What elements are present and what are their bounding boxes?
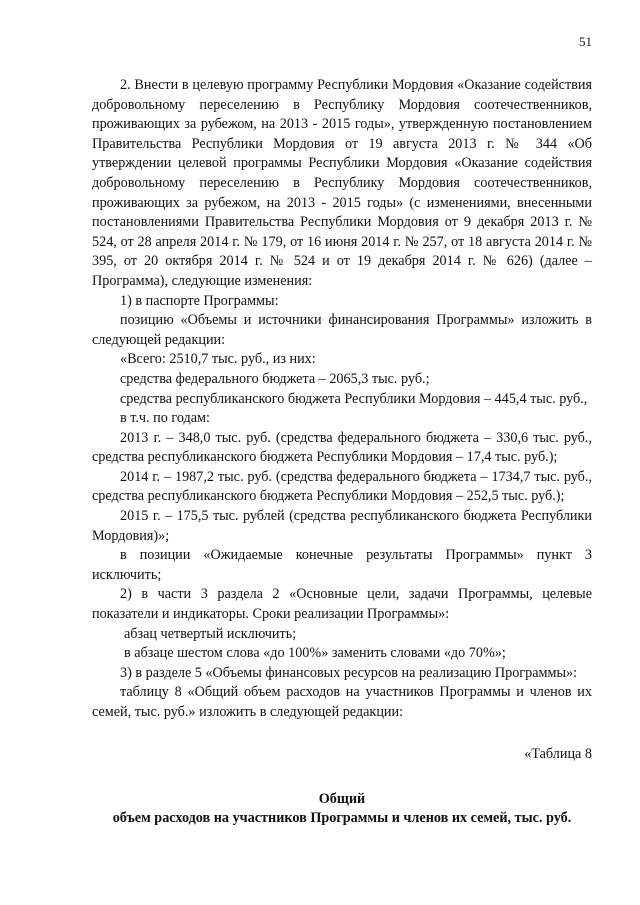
paragraph-amendment-intro: 2. Внести в целевую программу Республики Мордовия «Оказание содействия добровольному переселению в Республику Мордовия соотечественников, проживающих за рубежом, на 2013 - 2015 годы», утвержденную постановлением Правительства Республики Мордовия от 19 августа 2013 г. № 344 «Об утверждении целевой программы Республики Мордовия «Оказание содействия добровольному переселению в Республику Мордовия соотечественников, проживающих за рубежом, на 2013 - 2015 годы» (с изменениями, внесенными постановлениями Правительства Республики Мордовия от 9 декабря 2013 г. № 524, от 28 апреля 2014 г. № 179, от 16 июня 2014 г. № 257, от 18 августа 2014 г. № 395, от 20 октября 2014 г. № 524 и от 19 декабря 2014 г. № 626) (далее – Программа), следующие изменения: <box>92 77 592 289</box>
paragraph-by-years: в т.ч. по годам: <box>120 410 210 427</box>
paragraph-position-funding: позицию «Объемы и источники финансирования Программы» изложить в следующей редакции: <box>92 312 592 348</box>
paragraph-table-8: таблицу 8 «Общий объем расходов на участников Программы и членов их семей, тыс. руб.» изложить в следующей редакции: <box>92 684 592 720</box>
paragraph-fourth-excluded: абзац четвертый исключить; <box>124 625 297 642</box>
paragraph-year-2014: 2014 г. – 1987,2 тыс. руб. (средства федерального бюджета – 1734,7 тыс. руб., средства республиканского бюджета Республики Мордовия – 252,5 тыс. руб.); <box>92 468 592 505</box>
paragraph-year-2013: 2013 г. – 348,0 тыс. руб. (средства федерального бюджета – 330,6 тыс. руб., средства республиканского бюджета Республики Мордовия – 17,4 тыс. руб.); <box>92 429 592 466</box>
paragraph-passport: 1) в паспорте Программы: <box>120 292 279 309</box>
paragraph-total: «Всего: 2510,7 тыс. руб., из них: <box>120 351 316 368</box>
heading-line-2: объем расходов на участников Программы и членов их семей, тыс. руб. <box>112 810 572 826</box>
page-number: 51 <box>579 34 592 49</box>
paragraph-sixth-replace: в абзаце шестом слова «до 100%» заменить словами «до 70%»; <box>124 645 506 662</box>
paragraph-federal-budget: средства федерального бюджета – 2065,3 тыс. руб.; <box>120 370 430 387</box>
paragraph-section-2: 2) в части 3 раздела 2 «Основные цели, задачи Программы, целевые показатели и индикаторы. Сроки реализации Программы»: <box>92 586 592 623</box>
paragraph-year-2015: 2015 г. – 175,5 тыс. рублей (средства республиканского бюджета Республики Мордовия)»; <box>92 508 592 544</box>
paragraph-republic-budget: средства республиканского бюджета Республики Мордовия – 445,4 тыс. руб., <box>120 390 588 407</box>
heading-line-1: Общий <box>318 791 366 807</box>
paragraph-expected-results: в позиции «Ожидаемые конечные результаты Программы» пункт 3 исключить; <box>92 547 592 583</box>
paragraph-section-5: 3) в разделе 5 «Объемы финансовых ресурсов на реализацию Программы»: <box>120 664 578 681</box>
table-label: «Таблица 8 <box>524 745 592 762</box>
document-body <box>92 76 592 764</box>
